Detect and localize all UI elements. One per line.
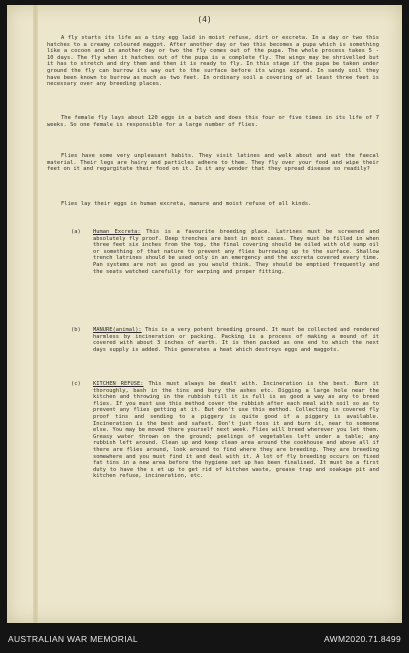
item-heading-kitchen-refuse: KITCHEN REFUSE:	[93, 381, 144, 387]
binding-strip	[33, 5, 38, 623]
item-marker-c: (c)	[71, 381, 81, 387]
item-body-human-excreta: This is a favourite breeding place. Latrines must be screened and absolutely fly proof. Deep trenches are best in most cases. They must be filled in when three feet six inches from the top, the final covering should be oiled with old sump oil or something of that nature to prevent any flies burrowing up to the surface. Shallow trench latrines should be used only in an emergency and the excreta covered every time. Pan systems are not as good as you would think. They should be emptied frequently and the seats watched carefully for warping and proper fitting.	[93, 229, 380, 275]
paragraph-egg-laying: The female fly lays about 120 eggs in a batch and does this four or five times in its life of 7 weeks. So one female is responsible for a large number of flies.	[47, 115, 379, 128]
item-kitchen-refuse	[93, 381, 379, 480]
item-marker-a: (a)	[71, 229, 81, 235]
item-heading-human-excreta: Human Excreta:	[93, 229, 141, 235]
item-human-excreta	[93, 229, 379, 275]
document-page	[7, 5, 402, 623]
item-body-kitchen-refuse: This must always be dealt with. Incineration is the best. Burn it thoroughly, bash in the tins and bury the ashes etc. Digging a large hole near the kitchen and throwing in the rubbish till it is full is as good a way as any to breed flies. If you must use this method cover the rubbish after each meal with soil so as to prevent any flies getting at it. But don't use this method. Collecting in covered fly proof tins and sending to a piggery is quite good if a piggery is available. Incineration is the best and safest. Don't just toss it and burn it, near to someone else. You may be moved there yourself next week. Flies will breed wherever you let them. Greasy water thrown on the ground; peelings of vegetables left under a table; any rubbish left around. Clean up and keep clean area around the cookhouse and above all if there are flies around, look around to find where they are breeding. They are breeding somewhere and you must find it and deal with it. A lot of fly breeding occurs on fixed fat tins in a new area before the hygiene set up has been finalised. It must be a first duty to have the s et up to get rid of kitchen waste, grease trap and soakage pit and kitchen refuse, incineration, etc.	[93, 381, 379, 480]
footer-institution: AUSTRALIAN WAR MEMORIAL	[8, 634, 138, 644]
archive-footer	[0, 623, 409, 653]
paragraph-breeding-sites: Flies lay their eggs in human excreta, manure and moist refuse of all kinds.	[61, 201, 312, 207]
footer-accession-number: AWM2020.71.8499	[324, 634, 401, 644]
item-body-manure: This is a very potent breeding ground. It must be collected and rendered harmless by incineration or packing. Packing is a process of making a mound of it covered with about 3 inches of earth. It is then packed as one end to which the next days supply is added. This generates a heat which destroys eggs and maggots.	[93, 327, 380, 353]
item-heading-manure: MANURE(animal):	[93, 327, 142, 333]
paragraph-fly-life-cycle: A fly starts its life as a tiny egg laid in moist refuse, dirt or excreta. In a day or two this hatches to a creamy coloured maggot. After another day or two this becomes a pupa which is something like a cocoon and in another day or two the fly comes out of the pupa. The whole process takes 5 - 10 days. The fly when it hatches out of the pupa is a complete fly. The wings may be shrivelled but it has to stretch and dry them and then it is ready to fly. In this stage if the pupa be taken under ground the fly can burrow its way out to the surface before its wings expand. In sandy soil they have been known to burrow as much as two feet. In ordinary soil a covering of at least three feet is necessary over any breeding places.	[47, 35, 379, 88]
paragraph-fly-habits: Flies have some very unpleasant habits. They visit latines and walk about and eat the faecal material. Their legs are hairy and particles adhere to them. They fly over your food and wipe their feet on it and regurgitate their food on it. Is it any wonder that they spread disease so readily?	[47, 153, 379, 173]
page-number: (4)	[197, 15, 212, 24]
item-manure	[93, 327, 379, 353]
item-marker-b: (b)	[71, 327, 81, 333]
